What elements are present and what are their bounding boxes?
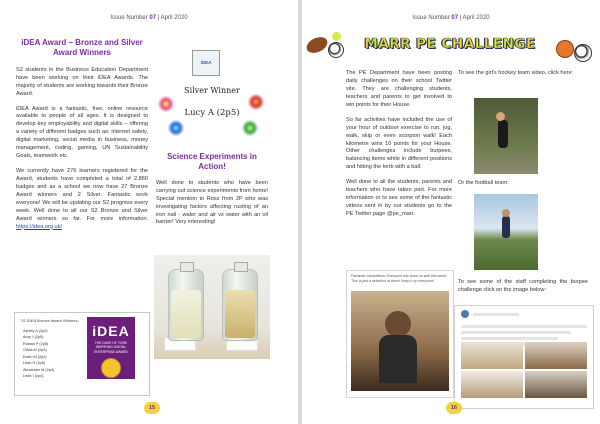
card-title: S2 iDEA Bronze Award Winners: [21,318,79,323]
idea-title: iDEA Award – Bronze and Silver Award Winners [21,38,143,58]
idea-badge-box: iDEA [192,50,220,76]
rugby-ball-icon [304,34,330,56]
idea-logo: iDEA THE DUKE OF YORK INSPIRING DIGITAL ENTERPRISE AWARD [87,317,135,379]
page-number: 15 [144,402,160,414]
award-seal-icon [101,358,121,378]
pe-paragraph-2: So far activities have included the use of your hour of outdoor exercise to run, jog, walk, skip or even scorpion walk! Each kilometre wins 10 points for your House. Other challenges include burpees, balancing items while in different positions and hitting the kerb with a ball. [346,116,452,171]
idea-article [16,38,148,232]
football-icon [328,42,344,58]
list-item: Olivia M (2p5) [23,348,47,353]
football-caption: Or the football team: [458,180,509,186]
science-article [156,152,268,234]
staff-photo-grid [461,342,587,398]
tennis-ball-icon [332,32,341,41]
idea-link[interactable]: https://idea.org.uk/ [16,223,63,230]
science-title: Science Experiments in Action! [167,152,257,172]
issue-number: 07 [149,15,157,21]
right-page [302,0,600,424]
pe-paragraph-3: Well done to all the students, parents and teachers who have taken part. For more information or to see some of the fantastic videos sent in by our students go to the PE Twitter page @pe_marr. [346,179,452,217]
list-item: Ewen M (2p4) [23,354,47,359]
experiment-photo [154,255,270,359]
silver-winner-certificate [154,44,270,148]
certificate-title: Silver Winner [184,86,240,95]
list-item: Amy J (2p5) [23,335,44,340]
idea-paragraph-3: We currently have 276 learners registered for the Award, students have completed a total of 2,860 badges and as a school we now have 27 Bronze Award winners and 2 Silver. Fantastic work everyone! We will be updating our S2 progress every week. Well done to all our S2 Bronze and Silver Award winners so far. For more information: https://idea.org.uk/ [16,168,148,230]
list-item: Rowan P (2p5) [23,341,49,346]
instagram-post[interactable] [346,270,454,398]
avatar [461,310,469,318]
science-text: Well done to students who have been carrying out science experiments from home! Special mention to Ross from 2P who was investigating factors affecting rusting of an iron nail - water and air vs water with an oil barrier! Very interesting! [156,179,268,226]
list-item: Ashley A (2p4) [23,329,48,333]
idea-paragraph-2: iDEA Award is a fantastic, free, online resource available to people of all ages. It is designed to develop key employability and digital skills – offering a variety of different badges such as: internet safety, digital marketing, social media in business, money management, coding, gaming, UN Sustainability Goals, teamwork etc. [16,105,148,160]
hockey-video-thumbnail[interactable] [474,98,538,174]
bottle-right [222,269,258,341]
left-page [0,0,298,424]
certificate-name: Lucy A (2p5) [184,108,240,118]
pe-article [346,70,452,226]
post-photo [351,291,449,391]
idea-paragraph-1: S2 students in the Business Education Department have been working on their iDEA Awards. The majority of students are working towards their Bronze Award. [16,66,148,97]
issue-label: Issue Number [110,15,148,21]
issue-date: April 2020 [160,15,188,21]
staff-caption: To see some of the staff completing the burpee challenge click on the image below: [458,279,588,293]
firework-icon [166,118,186,138]
twitter-post-card[interactable] [454,305,594,409]
list-item: Leah I (2p4) [23,374,44,379]
post-caption: Fantastic competition. Everyone has done so well this week. This is just a selection of them! Keep it up everyone! [351,274,447,283]
issue-header: Issue Number 07 | April 2020 [412,15,490,21]
pe-paragraph-1: The PE Department have been posting daily challenges on their school Twitter site. They are challenging students, teachers and parents to get involved to win points for their House. [346,70,452,108]
list-item: Leah H (2p5) [23,361,46,366]
list-item: Alexander M (2p4) [23,367,55,372]
hockey-caption: To see the girl's hockey team video, click here: [458,70,574,76]
football-video-thumbnail[interactable] [474,194,538,270]
football-icon [574,44,592,62]
firework-icon [240,118,260,138]
pe-challenge-banner: MARR PE CHALLENGE [364,36,536,52]
basketball-icon [556,40,574,58]
page-number: 16 [446,402,462,414]
issue-header: Issue Number 07 | April 2020 [110,15,188,21]
bottle-left [168,269,204,341]
bronze-winners-card [14,312,150,396]
winners-list [23,328,54,380]
